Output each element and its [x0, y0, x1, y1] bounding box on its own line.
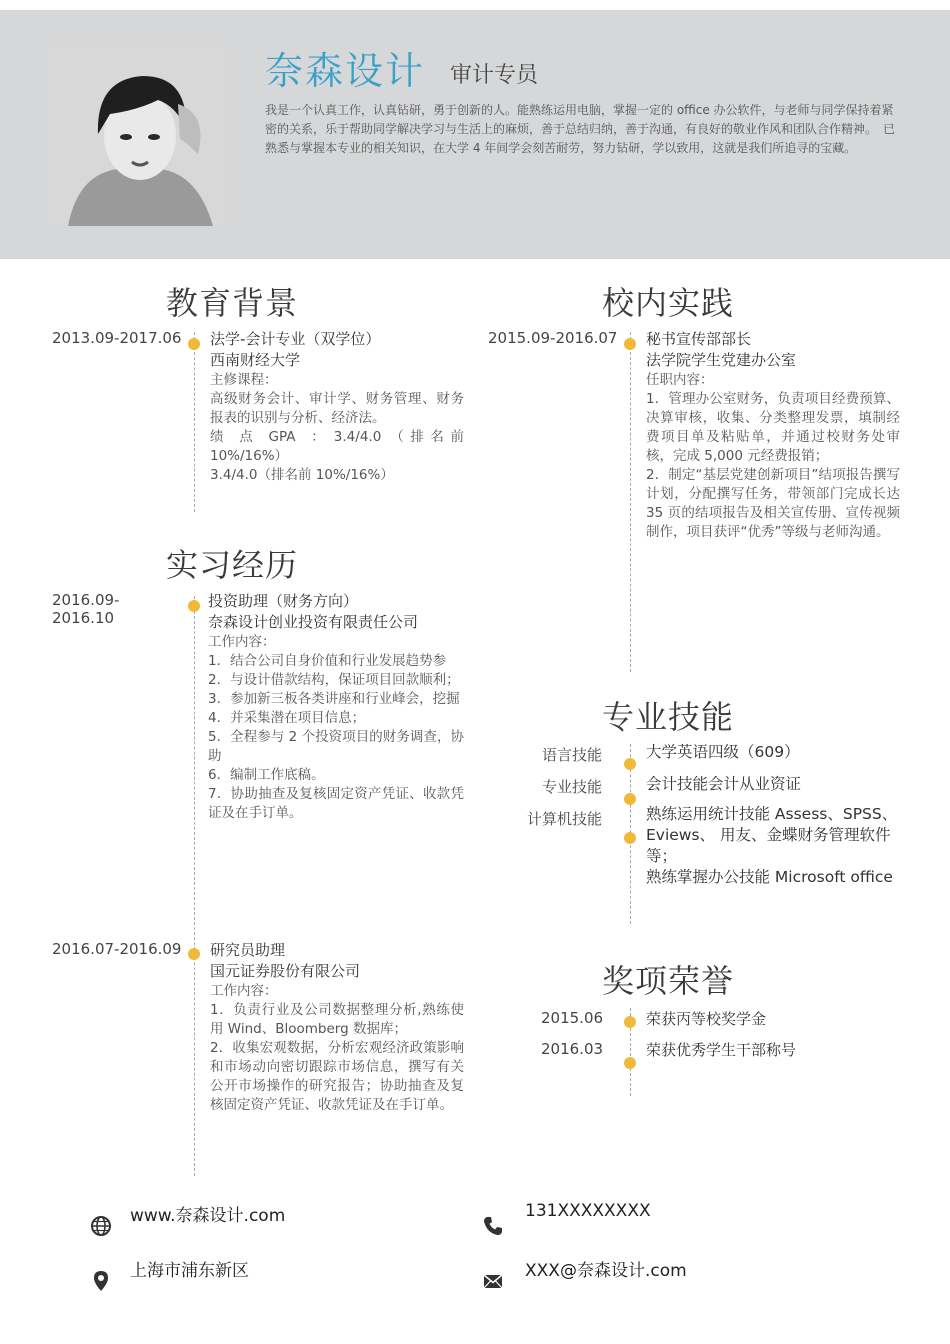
skills-values — [646, 742, 900, 888]
awards-title: 奖项荣誉 — [602, 962, 735, 1000]
skill-value: 熟练运用统计技能 Assess、SPSS、Eviews、 用友、金蝶财务管理软件等； — [646, 805, 898, 865]
campus-org: 法学院学生党建办公室 — [646, 351, 797, 369]
internship-line: 3．参加新三板各类讲座和行业峰会，挖掘 — [208, 691, 460, 707]
skill-label-professional: 专业技能 — [541, 778, 602, 796]
skill-label-computer: 计算机技能 — [526, 810, 602, 828]
skills-dot-1 — [624, 758, 636, 770]
education-entry — [210, 329, 464, 485]
internship-company: 国元证券股份有限公司 — [210, 962, 361, 980]
education-school: 西南财经大学 — [210, 351, 301, 369]
campus-entry — [646, 329, 900, 542]
internship-line: 6．编制工作底稿。 — [208, 767, 325, 783]
internship-timeline — [194, 596, 195, 1176]
skill-value: 大学英语四级（609） — [646, 743, 800, 761]
job-title: 审计专员 — [450, 63, 539, 88]
internship-title: 实习经历 — [166, 546, 299, 584]
internship-role: 研究员助理 — [210, 941, 286, 959]
profile-photo — [48, 44, 230, 226]
skills-dot-3 — [624, 832, 636, 844]
education-date: 2013.09-2017.06 — [52, 329, 182, 347]
education-dot — [188, 338, 200, 350]
education-line: 3.4/4.0（排名前 10%/16%） — [210, 467, 394, 483]
internship-line: 2．与设计借款结构，保证项目回款顺利； — [208, 672, 460, 688]
campus-dot — [624, 338, 636, 350]
education-title: 教育背景 — [166, 284, 299, 322]
award-dot-2 — [624, 1057, 636, 1069]
internship-date-2: 2016.07-2016.09 — [52, 940, 182, 958]
avatar — [48, 44, 230, 226]
award-date-2: 2016.03 — [541, 1040, 604, 1058]
globe-icon — [90, 1215, 112, 1237]
phone-icon — [482, 1215, 504, 1237]
internship-dot-2 — [188, 948, 200, 960]
contact-email: XXX@奈森设计.com — [525, 1261, 687, 1281]
skills-dot-2 — [624, 793, 636, 805]
education-timeline — [194, 332, 195, 512]
award-value-2: 荣获优秀学生干部称号 — [646, 1041, 797, 1059]
campus-line: 1．管理办公室财务，负责项目经费预算、决算审核，收集、分类整理发票，填制经费项目单及粘贴单，并通过校财务处审核，完成 5,000 元经费报销； — [646, 391, 900, 464]
internship-date-1: 2016.09-2016.10 — [52, 591, 120, 627]
internship-line: 1．结合公司自身价值和行业发展趋势参 — [208, 653, 447, 669]
education-major: 法学-会计专业（双学位） — [210, 330, 381, 348]
internship-line: 7．协助抽查及复核固定资产凭证、收款凭证及在手订单。 — [208, 786, 464, 821]
internship-dot-1 — [188, 600, 200, 612]
award-date-1: 2015.06 — [541, 1009, 604, 1027]
campus-line: 任职内容： — [646, 372, 714, 388]
award-value-1: 荣获丙等校奖学金 — [646, 1010, 767, 1028]
skills-title: 专业技能 — [602, 698, 735, 736]
contact-address: 上海市浦东新区 — [130, 1261, 249, 1281]
internship-company: 奈森设计创业投资有限责任公司 — [208, 613, 419, 631]
skill-value: 会计技能会计从业资证 — [646, 775, 802, 793]
skill-label-language: 语言技能 — [541, 746, 602, 764]
campus-date: 2015.09-2016.07 — [488, 329, 618, 347]
skill-extra: 熟练掌握办公技能 Microsoft office — [646, 868, 893, 886]
location-pin-icon — [90, 1270, 112, 1292]
internship-line: 工作内容： — [208, 634, 276, 650]
internship-line: 工作内容： — [210, 983, 278, 999]
internship-role: 投资助理（财务方向） — [208, 592, 359, 610]
internship-entry-2 — [210, 940, 464, 1115]
candidate-name: 奈森设计 — [265, 49, 426, 93]
education-line: 高级财务会计、审计学、财务管理、财务报表的识别与分析、经济法。 — [210, 391, 464, 426]
self-summary: 我是一个认真工作，认真钻研，勇于创新的人。能熟练运用电脑，掌握一定的 office 办公软件，与老师与同学保持着紧密的关系，乐于帮助同学解决学习与生活上的麻烦，善于总结归纳，善于沟通，有良好的敬业作风和团队合作精神。 已熟悉与掌握本专业的相关知识，在大学 4 年间学会刻苦耐劳，努力钻研，学以致用，这就是我们所追寻的宝藏。 — [265, 103, 896, 155]
campus-title: 校内实践 — [602, 284, 735, 322]
education-line: 主修课程： — [210, 372, 278, 388]
contact-phone: 131XXXXXXXX — [525, 1201, 651, 1221]
award-dot-1 — [624, 1016, 636, 1028]
campus-line: 2．制定“基层党建创新项目”结项报告撰写计划，分配撰写任务，带领部门完成长达 35 页的结项报告及相关宣传册、宣传视频制作，项目获评“优秀”等级与老师沟通。 — [646, 467, 900, 540]
campus-timeline — [630, 332, 631, 672]
internship-entry-1 — [208, 591, 464, 823]
internship-line: 5．全程参与 2 个投资项目的财务调查，协助 — [208, 729, 464, 764]
internship-line: 1．负责行业及公司数据整理分析,熟练使用 Wind、Bloomberg 数据库； — [210, 1002, 464, 1037]
contact-website: www.奈森设计.com — [130, 1206, 286, 1226]
education-line: 绩 点 GPA ： 3.4/4.0 （ 排 名 前 10%/16%） — [210, 429, 464, 464]
internship-line: 4．并采集潜在项目信息； — [208, 710, 366, 726]
campus-role: 秘书宣传部部长 — [646, 330, 752, 348]
email-icon — [482, 1270, 504, 1292]
internship-line: 2．收集宏观数据，分析宏观经济政策影响和市场动向密切跟踪市场信息，撰写有关公开市场操作的研究报告；协助抽查及复核固定资产凭证、收款凭证及在手订单。 — [210, 1040, 464, 1113]
